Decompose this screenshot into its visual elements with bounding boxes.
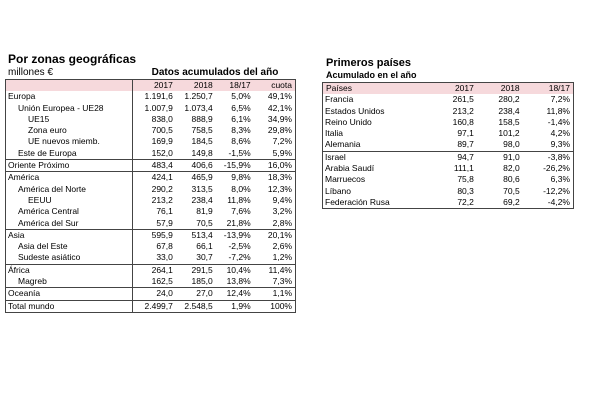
table-row <box>6 252 296 264</box>
row-value: 7,2% <box>550 94 570 105</box>
row-value: 16,0% <box>254 160 296 172</box>
row-value: 33,0 <box>132 252 176 264</box>
table-row <box>6 136 296 147</box>
row-value: 483,4 <box>132 160 176 172</box>
row-value: 261,5 <box>452 94 474 105</box>
row-value: 18,3% <box>254 172 296 184</box>
table-row <box>323 94 574 105</box>
row-label: Alemania <box>325 139 361 150</box>
row-label: Federación Rusa <box>325 196 390 207</box>
header-cell-empty <box>6 80 133 92</box>
row-value: -1,5% <box>228 147 251 158</box>
row-value: 76,1 <box>132 206 176 217</box>
column-header: 18/17 <box>523 83 574 95</box>
row-label: Zona euro <box>28 125 67 136</box>
table-row <box>6 264 296 276</box>
row-value: 700,5 <box>132 125 176 136</box>
row-value: 49,1% <box>267 91 292 102</box>
row-value: 152,0 <box>132 148 176 160</box>
zones-table <box>5 79 296 313</box>
row-value: 72,2 <box>457 196 474 207</box>
row-value: 11,4% <box>254 264 296 276</box>
table-row <box>6 125 296 136</box>
row-value: -15,9% <box>216 160 254 172</box>
row-value: -13,9% <box>216 229 254 241</box>
row-value: 98,0 <box>503 139 520 150</box>
column-header: 18/17 <box>216 80 254 92</box>
row-value: -2,5% <box>228 241 251 252</box>
row-label: América del Sur <box>18 217 79 228</box>
left-table-header: Datos acumulados del año <box>151 67 279 78</box>
row-value: 238,4 <box>498 105 520 116</box>
row-label: Estados Unidos <box>325 105 385 116</box>
row-value: 1.191,6 <box>132 91 176 102</box>
row-value: 758,5 <box>191 125 213 136</box>
column-header: 2018 <box>176 80 216 92</box>
row-value: 3,2% <box>272 206 292 217</box>
row-value: 27,0 <box>176 288 216 300</box>
row-label: UE nuevos miemb. <box>28 136 100 147</box>
table-header-row <box>6 80 296 92</box>
row-value: 291,5 <box>176 264 216 276</box>
table-row <box>323 186 574 197</box>
row-label: EEUU <box>28 194 52 205</box>
row-label: Francia <box>325 94 354 105</box>
row-value: 75,8 <box>457 174 474 185</box>
row-value: 94,7 <box>428 151 477 163</box>
left-section-title: Por zonas geográficas <box>8 52 137 66</box>
row-value: 406,6 <box>176 160 216 172</box>
row-value: 595,9 <box>132 229 176 241</box>
table-row <box>6 172 296 184</box>
row-label: Magreb <box>18 276 47 287</box>
row-value: -4,2% <box>547 196 570 207</box>
row-value: 424,1 <box>132 172 176 184</box>
row-value: 24,0 <box>132 288 176 300</box>
row-value: -7,2% <box>228 252 251 263</box>
row-value: 21,8% <box>226 217 251 228</box>
table-row <box>323 197 574 209</box>
table-row <box>6 148 296 160</box>
row-value: 9,3% <box>550 139 570 150</box>
row-value: 184,5 <box>191 136 213 147</box>
row-value: 313,5 <box>191 183 213 194</box>
row-value: 34,9% <box>267 113 292 124</box>
row-value: 264,1 <box>132 264 176 276</box>
row-value: 1.073,4 <box>184 102 213 113</box>
row-value: -3,8% <box>523 151 574 163</box>
column-header: 2017 <box>428 83 477 95</box>
row-value: 280,2 <box>498 94 520 105</box>
row-value: 97,1 <box>457 128 474 139</box>
row-value: 12,4% <box>216 288 254 300</box>
row-value: 162,5 <box>132 276 176 288</box>
row-value: 2,8% <box>272 217 292 228</box>
table-row <box>6 91 296 102</box>
row-value: 2,6% <box>272 241 292 252</box>
countries-table <box>322 82 574 209</box>
row-label: Marruecos <box>325 174 366 185</box>
right-section-subtitle: Acumulado en el año <box>326 70 417 80</box>
row-value: 7,3% <box>272 276 292 287</box>
row-value: 1.250,7 <box>184 91 213 102</box>
row-label: Este de Europa <box>18 147 77 158</box>
row-value: 11,8% <box>227 194 251 205</box>
table-row <box>6 288 296 300</box>
row-value: 149,8 <box>191 147 213 158</box>
row-value: 8,3% <box>231 125 251 136</box>
row-label: América <box>6 172 133 184</box>
row-value: 20,1% <box>254 229 296 241</box>
table-row <box>323 174 574 185</box>
table-row <box>323 106 574 117</box>
row-value: 80,3 <box>457 185 474 196</box>
table-row <box>6 241 296 252</box>
row-value: 1,9% <box>216 300 254 312</box>
row-label: Total mundo <box>6 300 133 312</box>
row-label: Líbano <box>325 185 351 196</box>
table-row <box>6 160 296 172</box>
row-value: 7,2% <box>272 136 292 147</box>
row-label: América del Norte <box>18 183 87 194</box>
row-label: Italia <box>325 128 343 139</box>
column-header: cuota <box>254 80 296 92</box>
row-value: 10,4% <box>216 264 254 276</box>
row-label: Reino Unido <box>325 116 372 127</box>
row-label: América Central <box>18 206 79 217</box>
right-section-title: Primeros países <box>326 57 411 69</box>
row-value: 4,2% <box>550 128 570 139</box>
row-value: 12,3% <box>267 183 292 194</box>
row-value: 9,8% <box>216 172 254 184</box>
row-value: 70,5 <box>196 217 213 228</box>
column-header: Países <box>323 83 429 95</box>
row-value: 111,1 <box>453 163 474 174</box>
row-value: 213,2 <box>132 195 176 206</box>
row-value: 67,8 <box>132 241 176 252</box>
row-value: 160,8 <box>452 116 474 127</box>
table-row <box>6 300 296 312</box>
row-value: 11,8% <box>546 105 570 116</box>
row-value: 6,1% <box>231 113 251 124</box>
table-row <box>323 117 574 128</box>
row-value: 101,2 <box>498 128 520 139</box>
row-value: 888,9 <box>191 113 213 124</box>
left-units-label: millones € <box>8 67 54 78</box>
row-value: 9,4% <box>272 194 292 205</box>
row-value: 100% <box>254 300 296 312</box>
table-row <box>6 229 296 241</box>
table-row <box>6 206 296 217</box>
row-label: Oceanía <box>6 288 133 300</box>
table-row <box>6 218 296 230</box>
row-label: Sudeste asiático <box>18 252 81 263</box>
row-value: 8,6% <box>231 136 251 147</box>
row-value: 185,0 <box>191 276 213 287</box>
row-label: Arabia Saudí <box>325 163 375 174</box>
row-value: -26,2% <box>543 163 570 174</box>
table-row <box>6 184 296 195</box>
row-value: 57,9 <box>132 218 176 230</box>
row-value: 213,2 <box>452 105 474 116</box>
column-header: 2018 <box>477 83 523 95</box>
row-value: 5,9% <box>272 147 292 158</box>
row-value: 6,5% <box>231 102 251 113</box>
table-row <box>6 195 296 206</box>
row-value: 81,9 <box>196 206 213 217</box>
table-header-row <box>323 83 574 95</box>
table-row <box>323 151 574 163</box>
row-label: Israel <box>323 151 429 163</box>
row-value: 69,2 <box>503 196 520 207</box>
row-value: 1,2% <box>272 252 292 263</box>
table-row <box>323 163 574 174</box>
row-label: Unión Europea - UE28 <box>18 102 104 113</box>
row-value: 1,1% <box>254 288 296 300</box>
row-value: 7,6% <box>231 206 251 217</box>
row-label: África <box>6 264 133 276</box>
row-value: 513,4 <box>176 229 216 241</box>
row-value: 70,5 <box>503 185 520 196</box>
row-value: 82,0 <box>503 163 520 174</box>
table-row <box>6 276 296 288</box>
row-value: 169,9 <box>132 136 176 147</box>
row-value: -12,2% <box>543 185 570 196</box>
table-row <box>6 103 296 114</box>
table-row <box>323 139 574 151</box>
row-value: 1.007,9 <box>132 103 176 114</box>
row-value: 290,2 <box>132 184 176 195</box>
row-label: Asia del Este <box>18 241 68 252</box>
row-value: 30,7 <box>196 252 213 263</box>
row-value: 80,6 <box>503 174 520 185</box>
row-value: 8,0% <box>231 183 251 194</box>
row-label: Oriente Próximo <box>6 160 133 172</box>
row-value: 91,0 <box>477 151 523 163</box>
row-value: 29,8% <box>267 125 292 136</box>
row-value: 838,0 <box>132 114 176 125</box>
row-value: 2.548,5 <box>176 300 216 312</box>
row-value: 66,1 <box>196 241 213 252</box>
row-value: 89,7 <box>457 139 474 150</box>
row-value: -1,4% <box>547 116 570 127</box>
row-value: 2.499,7 <box>132 300 176 312</box>
row-label: UE15 <box>28 113 50 124</box>
table-row <box>323 128 574 139</box>
row-label: Europa <box>8 91 36 102</box>
table-row <box>6 114 296 125</box>
row-value: 5,0% <box>231 91 251 102</box>
row-value: 13,8% <box>226 276 251 287</box>
row-value: 6,3% <box>550 174 570 185</box>
row-label: Asia <box>6 229 133 241</box>
row-value: 158,5 <box>498 116 520 127</box>
row-value: 465,9 <box>176 172 216 184</box>
row-value: 42,1% <box>267 102 292 113</box>
row-value: 238,4 <box>191 194 213 205</box>
column-header: 2017 <box>132 80 176 92</box>
